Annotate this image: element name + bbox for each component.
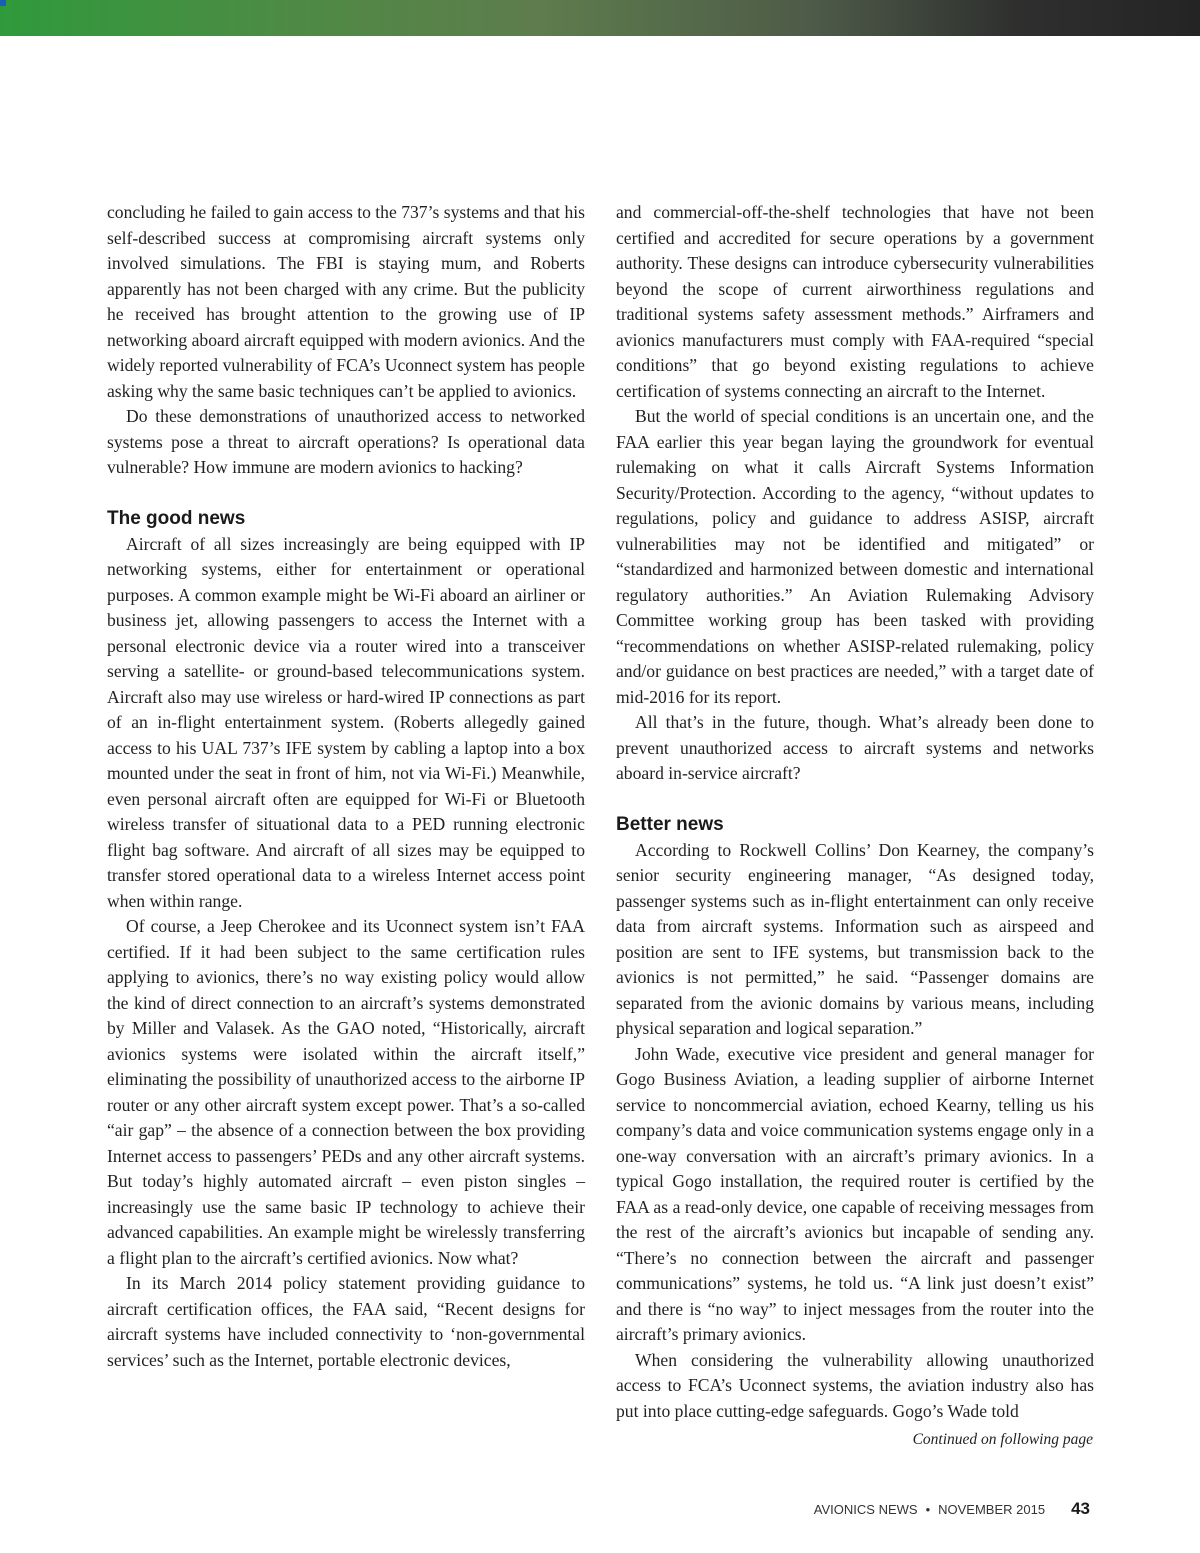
continued-note: Continued on following page [912,1431,1093,1448]
paragraph: and commercial-off-the-shelf technologies that have not been certified and accredited for secure operations by a government authority. These designs can introduce cybersecurity vulnerabilities beyond the scope of current airworthiness regulations and traditional systems safety assessment methods.” Airframers and avionics manufacturers must comply with FAA-required “special conditions” that go beyond existing regulations to achieve certification of systems connecting an aircraft to the Internet. [616,202,1094,401]
paragraph: All that’s in the future, though. What’s already been done to prevent unauthorized access to aircraft systems and networks aboard in-service aircraft? [616,712,1094,783]
page-footer [814,1499,1090,1519]
paragraph: Of course, a Jeep Cherokee and its Uconnect system isn’t FAA certified. If it had been subject to the same certification rules applying to avionics, there’s no way existing policy would allow the kind of direct connection to an aircraft’s systems demonstrated by Miller and Valasek. As the GAO noted, “Historically, aircraft avionics systems were isolated within the aircraft itself,” eliminating the possibility of unauthorized access to the airborne IP router or any other aircraft system except power. That’s a so-called “air gap” – the absence of a connection between the box providing Internet access to passengers’ PEDs and any other aircraft systems. But today’s highly automated aircraft – even piston singles – increasingly use the same basic IP technology to achieve their advanced capabilities. An example might be wirelessly transferring a flight plan to the aircraft’s certified avionics. Now what? [107,916,585,1268]
article-left-column [107,200,585,1373]
paragraph: Do these demonstrations of unauthorized access to networked systems pose a threat to aircraft operations? Is operational data vulnerable? How immune are modern avionics to hacking? [107,406,585,477]
paragraph: concluding he failed to gain access to the 737’s systems and that his self-described success at compromising aircraft systems only involved simulations. The FBI is staying mum, and Roberts apparently has not been charged with any crime. But the publicity he received has brought attention to the growing use of IP networking aboard aircraft equipped with modern avionics. And the widely reported vulnerability of FCA’s Uconnect system has people asking why the same basic techniques can’t be applied to avionics. [107,202,585,401]
publication-name: AVIONICS NEWS [813,1502,918,1517]
paragraph: Aircraft of all sizes increasingly are being equipped with IP networking systems, either for entertainment or operational purposes. A common example might be Wi-Fi aboard an airliner or business jet, allowing passengers to access the Internet with a personal electronic device via a router wired into a transceiver serving a satellite- or ground-based telecommunications system. Aircraft also may use wireless or hard-wired IP connections as part of an in-flight entertainment system. (Roberts allegedly gained access to his UAL 737’s IFE system by cabling a laptop into a box mounted under the seat in front of him, not via Wi-Fi.) Meanwhile, even personal aircraft often are equipped for Wi-Fi or Bluetooth wireless transfer of situational data to a PED running electronic flight bag software. And aircraft of all sizes may be equipped to transfer stored operational data to a wireless Internet access point when within range. [107,533,585,911]
paragraph: John Wade, executive vice president and general manager for Gogo Business Aviation, a leading supplier of airborne Internet service to noncommercial aviation, echoed Kearny, telling us his company’s data and voice communication systems engage only in a one-way conversation with an aircraft’s primary avionics. In a typical Gogo installation, the required router is certified by the FAA as a read-only device, one capable of receiving messages from the rest of the aircraft’s avionics but incapable of sending any. “There’s no connection between the aircraft and passenger communications” systems, he told us. “A link just doesn’t exist” and there is “no way” to inject messages from the router into the aircraft’s primary avionics. [616,1043,1094,1344]
header-accent-mark [0,0,6,6]
section-heading: Better news [616,813,724,835]
footer-separator: • [925,1502,931,1517]
paragraph: According to Rockwell Collins’ Don Kearney, the company’s senior security engineering manager, “As designed today, passenger systems such as in-flight entertainment can only receive data from aircraft systems. Information such as airspeed and position are sent to IFE systems, but transmission back to the avionics is not permitted,” he said. “Passenger domains are separated from the avionic domains by various means, including physical separation and logical separation.” [616,839,1094,1038]
paragraph: In its March 2014 policy statement providing guidance to aircraft certification offices, the FAA said, “Recent designs for aircraft systems have included connectivity to ‘non-governmental services’ such as the Internet, portable electronic devices, [107,1273,585,1370]
page-number: 43 [1071,1499,1090,1518]
paragraph: When considering the vulnerability allowing unauthorized access to FCA’s Uconnect systems, the aviation industry also has put into place cutting-edge safeguards. Gogo’s Wade told [616,1349,1094,1421]
paragraph: But the world of special conditions is an uncertain one, and the FAA earlier this year began laying the groundwork for eventual rulemaking on what it calls Aircraft Systems Information Security/Protection. According to the agency, “without updates to regulations, policy and guidance to address ASISP, aircraft vulnerabilities may not be identified and mitigated” or “standardized and harmonized between domestic and international regulatory authorities.” An Aviation Rulemaking Advisory Committee working group has been tasked with providing “recommendations on whether ASISP-related rulemaking, policy and/or guidance on best practices are needed,” with a target date of mid-2016 for its report. [616,406,1094,707]
header-color-bar [0,0,1200,36]
article-right-column [616,200,1094,1424]
section-heading: The good news [107,507,246,529]
issue-date: NOVEMBER 2015 [938,1502,1046,1517]
